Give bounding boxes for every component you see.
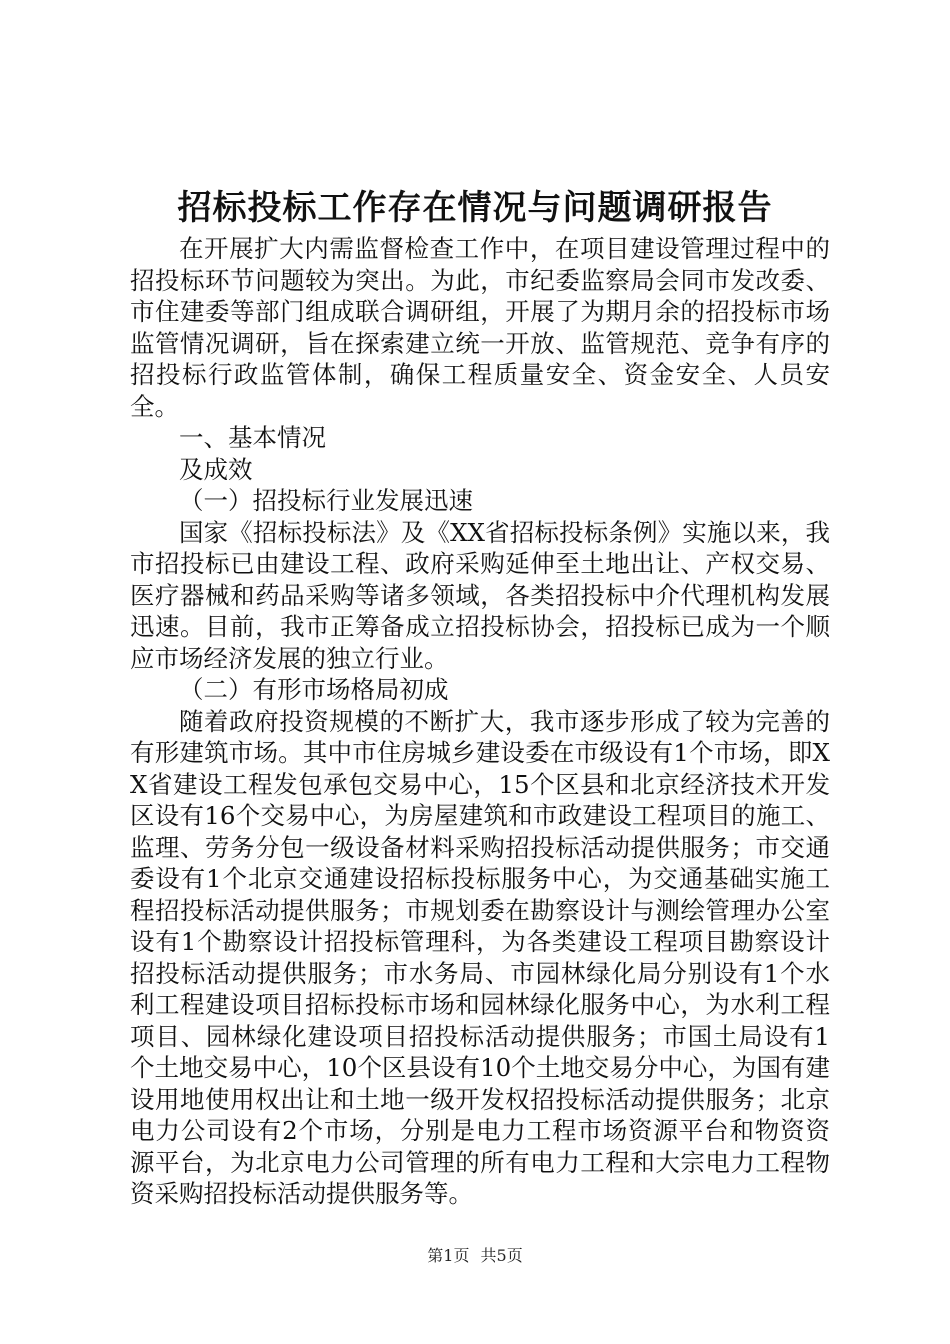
page-footer xyxy=(0,1245,950,1267)
intro-paragraph: 在开展扩大内需监督检查工作中，在项目建设管理过程中的招投标环节问题较为突出。为此，市纪委监察局会同市发改委、市住建委等部门组成联合调研组，开展了为期月余的招投标市场监管情况调研，旨在探索建立统一开放、监管规范、竞争有序的招投标行政监管体制，确保工程质量安全、资金安全、人员安全。 xyxy=(130,234,830,421)
document-body xyxy=(130,233,830,1210)
page-current: 第1页 xyxy=(427,1246,470,1265)
page-total: 共5页 xyxy=(480,1246,523,1265)
paragraph-market-layout: 随着政府投资规模的不断扩大，我市逐步形成了较为完善的有形建筑市场。其中市住房城乡建设委在市级设有1个市场，即XX省建设工程发包承包交易中心，15个区县和北京经济技术开发区设有16个交易中心，为房屋建筑和市政建设工程项目的施工、监理、劳务分包一级设备材料采购招投标活动提供服务；市交通委设有1个北京交通建设招标投标服务中心，为交通基础实施工程招投标活动提供服务；市规划委在勘察设计与测绘管理办公室设有1个勘察设计招投标管理科，为各类建设工程项目勘察设计招投标活动提供服务；市水务局、市园林绿化局分别设有1个水利工程建设项目招标投标市场和园林绿化服务中心，为水利工程项目、园林绿化建设项目招投标活动提供服务；市国土局设有1个土地交易中心，10个区县设有10个土地交易分中心，为国有建设用地使用权出让和土地一级开发权招投标活动提供服务；北京电力公司设有2个市场，分别是电力工程市场资源平台和物资资源平台，为北京电力公司管理的所有电力工程和大宗电力工程物资采购招投标活动提供服务等。 xyxy=(130,706,830,1208)
paragraph-industry-development: 国家《招标投标法》及《XX省招标投标条例》实施以来，我市招投标已由建设工程、政府采购延伸至土地出让、产权交易、医疗器械和药品采购等诸多领域，各类招投标中介代理机构发展迅速。目前，我市正筹备成立招投标协会，招投标已成为一个顺应市场经济发展的独立行业。 xyxy=(130,517,830,673)
section-heading-basic: 一、基本情况 xyxy=(179,423,326,452)
document-title: 招标投标工作存在情况与问题调研报告 xyxy=(177,188,773,228)
subsection-heading-1: （一）招投标行业发展迅速 xyxy=(179,486,473,515)
subsection-heading-2: （二）有形市场格局初成 xyxy=(179,675,449,704)
section-heading-results: 及成效 xyxy=(179,454,253,484)
